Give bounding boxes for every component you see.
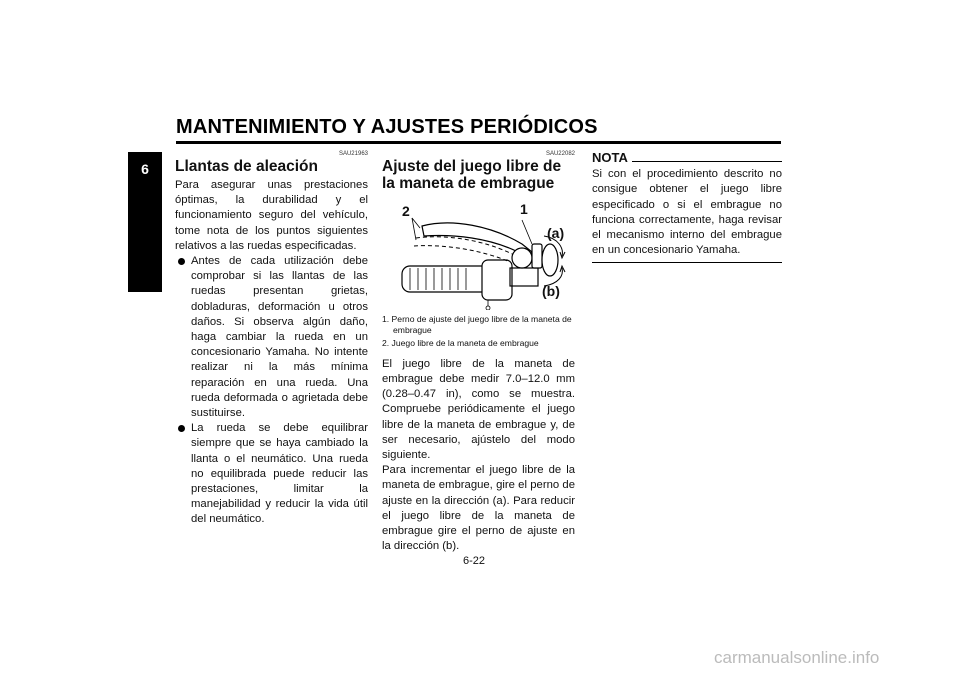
figure-label-1: 1 — [520, 201, 528, 217]
page-number: 6-22 — [463, 555, 486, 567]
chapter-tab — [128, 152, 162, 292]
caption-item: 1. Perno de ajuste del juego libre de la maneta de embrague — [382, 314, 572, 335]
chapter-number: 6 — [141, 161, 149, 177]
column-note — [592, 150, 782, 263]
caption-item: 2. Juego libre de la maneta de embrague — [382, 338, 539, 349]
adjustment-paragraph: Para incrementar el juego libre de la maneta de embrague, gire el perno de ajuste en la dirección (a). Para reducir el juego libre de la maneta de embrague gire el perno de ajuste en la dirección (b). — [382, 464, 575, 553]
section-heading-clutch-lever: Ajuste del juego libre de la maneta de embrague — [382, 158, 562, 192]
figure-label-a: (a) — [547, 225, 565, 241]
page-title: MANTENIMIENTO Y AJUSTES PERIÓDICOS — [176, 116, 598, 138]
bullet-list — [175, 254, 368, 528]
header-rule — [176, 141, 781, 144]
section-heading-alloy-wheels: Llantas de aleación — [175, 158, 318, 175]
figure-label-b: (b) — [542, 283, 560, 299]
intro-paragraph: Para asegurar unas prestaciones óptimas, la durabilidad y el funcionamiento seguro del vehículo, tome nota de los puntos siguientes relativos a las ruedas especificadas. — [175, 179, 368, 252]
note-text: Si con el procedimiento descrito no consigue obtener el juego libre especificado o si el embrague no funciona correctamente, haga revisar el mecanismo interno del embrague en un concesionario Yamaha. — [592, 168, 782, 257]
bullet-text: La rueda se debe equilibrar siempre que se haya cambiado la llanta o el neumático. Una rueda no equilibrada puede reducir las prestaciones, limitar la manejabilidad y reducir la vida útil del neumático. — [191, 422, 368, 526]
section-code: SAU21963 — [338, 151, 368, 157]
column-clutch-lever — [382, 150, 575, 554]
section-code: SAU22082 — [545, 151, 575, 157]
figure-label-2: 2 — [402, 203, 410, 219]
note-title: NOTA — [592, 150, 628, 165]
note-header — [592, 150, 782, 165]
bullet-icon — [178, 258, 185, 265]
bullet-text: Antes de cada utilización debe comprobar si las llantas de las ruedas presentan grietas, dobladuras, deformación u otros daños. Si observa algún daño, haga cambiar la rueda en un concesionario Yamaha. No intente realizar ni la más mínima reparación en una rueda. Una rueda deformada o agrietada debe sustituirse. — [191, 255, 368, 420]
note-rule — [632, 161, 782, 162]
bullet-icon — [178, 425, 185, 432]
note-bottom-rule — [592, 262, 782, 263]
column-alloy-wheels — [175, 150, 368, 528]
figure-caption-list — [382, 314, 575, 349]
clutch-lever-figure — [382, 196, 575, 310]
watermark: carmanualsonline.info — [714, 648, 880, 667]
bullet-item — [191, 254, 368, 421]
bullet-item — [191, 421, 368, 527]
free-play-paragraph: El juego libre de la maneta de embrague debe medir 7.0–12.0 mm (0.28–0.47 in), como se muestra. Compruebe periódicamente el juego libre de la maneta de embrague y, de ser necesario, ajústelo del modo siguiente. — [382, 357, 575, 461]
